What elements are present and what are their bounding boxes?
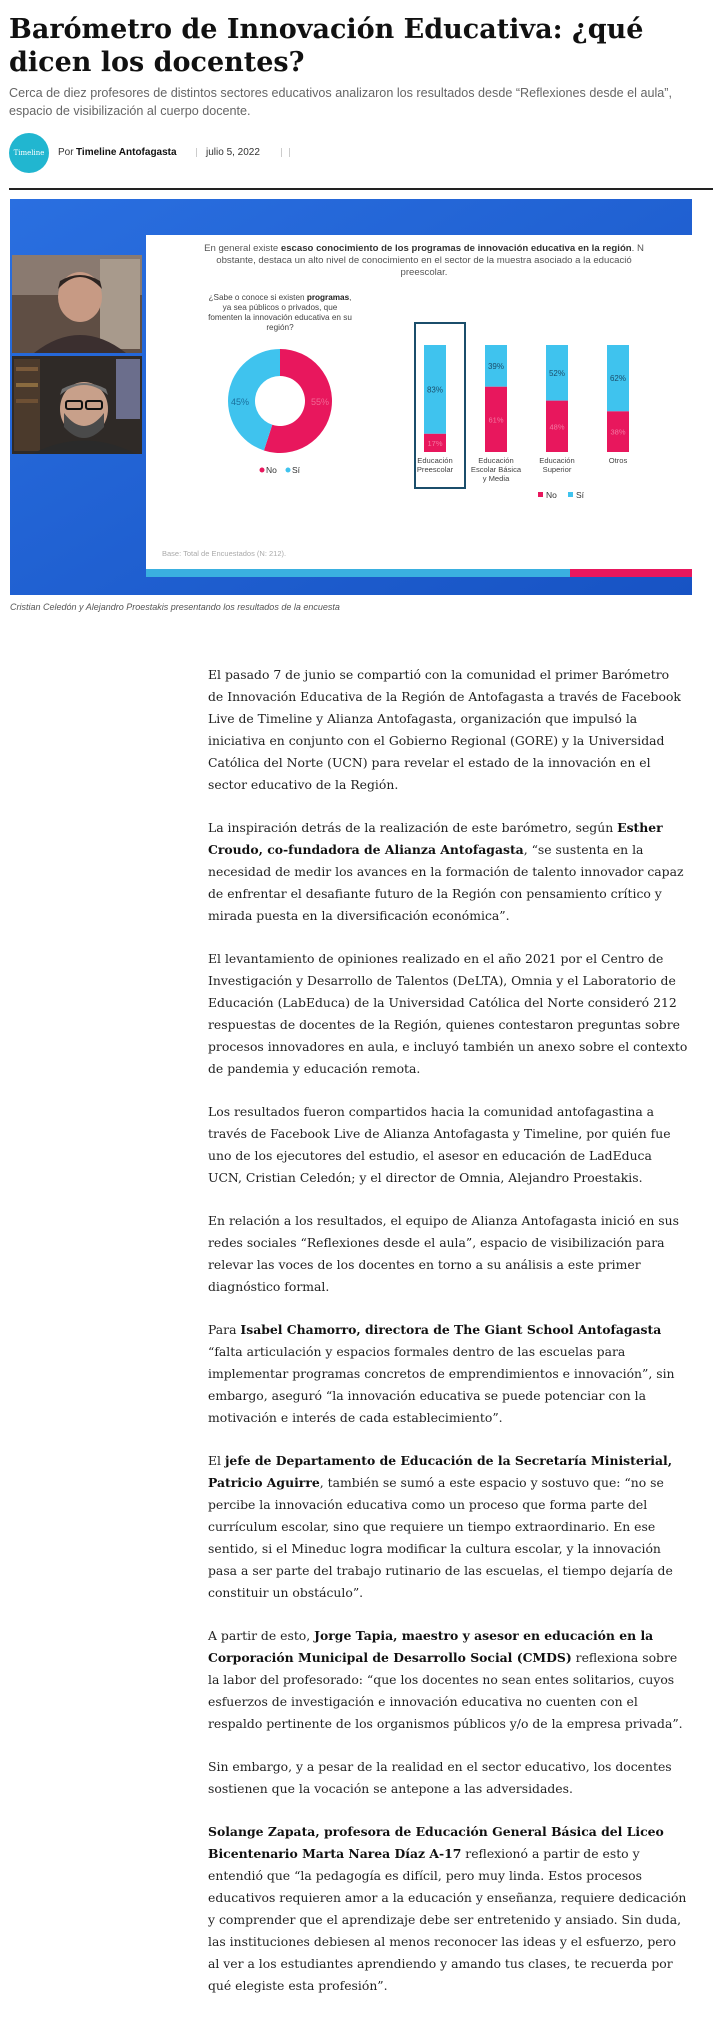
- webcam-presenter-bottom: [12, 356, 142, 454]
- slide-header-line1: En general existe escaso conocimiento de los programas de innovación educativa en la región. N: [204, 243, 644, 254]
- pie-question-line4: región?: [266, 323, 294, 332]
- text-run: reflexionó a partir de esto y entendió que “la pedagogía es difícil, pero muy linda. Estos procesos educativos requieren amor a la educación y enseñanza, requiere dedicación y comprender que el aprendizaje debe ser entretenido y ansiado. Sin duda, las instituciones debiesen al menos reconocer las ideas y el esfuerzo, pero al ver a los estudiantes aprendiendo y amando tus clases, te recuerda por qué elegiste esta profesión”.: [208, 1846, 687, 1993]
- article-paragraph: [208, 1319, 688, 1429]
- slide-base-note: Base: Total de Encuestados (N: 212).: [162, 549, 287, 558]
- meta-divider: [289, 148, 290, 157]
- slide-header-line3: preescolar.: [400, 267, 448, 278]
- article-paragraph: [208, 1101, 688, 1189]
- post-date: julio 5, 2022: [206, 147, 260, 158]
- meta-divider: [281, 148, 282, 157]
- video-screenshot: [10, 199, 692, 595]
- article-title: Barómetro de Innovación Educativa: ¿qué dicen los docentes?: [9, 14, 644, 78]
- slide-footer-accent: [570, 569, 692, 577]
- text-run: Los resultados fueron compartidos hacia la comunidad antofagastina a través de Facebook Live de Alianza Antofagasta y Timeline, por quién fue uno de los ejecutores del estudio, el asesor en educación de LadEduca UCN, Cristian Celedón; y el director de Omnia, Alejandro Proestakis.: [208, 1104, 671, 1185]
- webcam-presenter-top: [12, 255, 142, 353]
- article-paragraph: [208, 664, 688, 796]
- bar-label-no: 38%: [610, 427, 626, 437]
- pie-legend-label: Sí: [292, 465, 301, 475]
- bar-legend-swatch: [538, 492, 543, 497]
- text-run: , “se sustenta en la necesidad de medir los avances en la formación de talento innovador capaz de enfrentar el desafiante futuro de la Región con pensamiento crítico y mirada puesta en la diversificación económica”.: [208, 842, 684, 923]
- pie-data-label: 55%: [310, 397, 330, 407]
- pie-legend-dot: [286, 468, 291, 473]
- bar-label-si: 52%: [548, 368, 566, 378]
- pie-question-line2: ya sea públicos o privados, que: [222, 303, 338, 312]
- bar-label-si: 62%: [609, 374, 627, 384]
- text-run: Para: [208, 1322, 241, 1337]
- article-paragraph: [208, 1450, 688, 1604]
- article-paragraph: [208, 1625, 688, 1735]
- pie-legend-dot: [260, 468, 265, 473]
- text-run: El levantamiento de opiniones realizado en el año 2021 por el Centro de Investigación y Desarrollo de Talentos (DeLTA), Omnia y el Laboratorio de Educación (LabEduca) de la Universidad Católica del Norte consideró 212 respuestas de docentes de la Región, quienes contestaron preguntas sobre procesos innovadores en aula, e incluyó también un anexo sobre el contexto de pandemia y educación remota.: [208, 951, 688, 1076]
- slide-header-line2: obstante, destaca un alto nivel de conocimiento en el sector de la muestra asociado a la educació: [216, 255, 632, 266]
- article-paragraph: [208, 817, 688, 927]
- bold-run: Jorge Tapia, maestro y asesor en educación en la Corporación Municipal de Desarrollo Social (CMDS): [208, 1628, 654, 1665]
- bold-run: Esther Croudo, co-fundadora de Alianza Antofagasta: [208, 820, 663, 857]
- bold-run: Solange Zapata, profesora de Educación General Básica del Liceo Bicentenario Marta Narea Díaz A-17: [208, 1824, 664, 1861]
- text-run: reflexiona sobre la labor del profesorado: “que los docentes no sean entes solitarios, cuyos esfuerzos de investigación e innovación educativa no cuenten con el respaldo pertinente de los organismos públicos y/o de la empresa privada”.: [208, 1650, 683, 1731]
- bar-label-no: 17%: [427, 438, 443, 448]
- bar-legend-label: Sí: [576, 490, 585, 500]
- bar-category-label: Educación Escolar Básica y Media: [470, 456, 522, 483]
- article-subtitle: Cerca de diez profesores de distintos sectores educativos analizaron los resultados desde “Reflexiones desde el aula”, espacio de visibilización al cuerpo docente.: [9, 86, 672, 118]
- bar-category-label: Otros: [608, 456, 628, 465]
- by-label: Por: [58, 147, 74, 158]
- image-caption: Cristian Celedón y Alejandro Proestakis presentando los resultados de la encuesta: [10, 602, 340, 612]
- article-paragraph: [208, 1210, 688, 1298]
- bar-label-si: 83%: [426, 385, 444, 395]
- bar-legend-swatch: [568, 492, 573, 497]
- pie-question-line1: ¿Sabe o conoce si existen programas,: [208, 293, 352, 302]
- bar-label-no: 48%: [549, 422, 565, 432]
- text-run: La inspiración detrás de la realización de este barómetro, según: [208, 820, 618, 835]
- bold-run: jefe de Departamento de Educación de la Secretaría Ministerial, Patricio Aguirre: [208, 1453, 673, 1490]
- author-avatar[interactable]: Timeline: [9, 133, 49, 173]
- bold-run: Isabel Chamorro, directora de The Giant School Antofagasta: [240, 1322, 662, 1337]
- text-run: El pasado 7 de junio se compartió con la comunidad el primer Barómetro de Innovación Educativa de la Región de Antofagasta a través de Facebook Live de Timeline y Alianza Antofagasta, organización que impulsó la iniciativa en conjunto con el Gobierno Regional (GORE) y la Universidad Católica del Norte (UCN) para revelar el estado de la innovación en el sector educativo de la Región.: [208, 667, 681, 792]
- text-run: Sin embargo, y a pesar de la realidad en el sector educativo, los docentes sostienen que la vocación se antepone a las adversidades.: [208, 1759, 672, 1796]
- text-run: , también se sumó a este espacio y sostuvo que: “no se percibe la innovación educativa como un proceso que forma parte del currículum escolar, sino que requiere un tiempo extraordinario. En ese sentido, si el Mineduc logra modificar la cultura escolar, y la innovación pasa a ser parte del trabajo rutinario de las escuelas, el tiempo dejaría de constituir un obstáculo”.: [208, 1475, 673, 1600]
- bar-label-no: 61%: [488, 415, 504, 425]
- text-run: “falta articulación y espacios formales dentro de las escuelas para implementar programas concretos de emprendimientos e innovación”, sin embargo, aseguró “la innovación educativa se puede potenciar con la motivación e interés de cada establecimiento”.: [208, 1344, 675, 1425]
- bar-category-label: Educación Preescolar: [416, 456, 454, 474]
- text-run: En relación a los resultados, el equipo de Alianza Antofagasta inició en sus redes sociales “Reflexiones desde el aula”, espacio de visibilización para relevar las voces de los docentes en torno a su análisis a este primer diagnóstico formal.: [208, 1213, 679, 1294]
- article-body: [208, 664, 688, 2018]
- pie-legend-label: No: [266, 465, 277, 475]
- pie-data-label: 45%: [230, 397, 250, 407]
- article-paragraph: [208, 1821, 688, 1997]
- title-rule: [9, 188, 713, 190]
- article-paragraph: [208, 948, 688, 1080]
- post-meta: [9, 133, 713, 173]
- bar-legend-label: No: [546, 490, 557, 500]
- meta-divider: [196, 148, 197, 157]
- article-paragraph: [208, 1756, 688, 1800]
- bar-label-si: 39%: [487, 361, 505, 371]
- pie-question-line3: fomenten la innovación educativa en su: [208, 313, 352, 322]
- bar-category-label: Educación Superior: [539, 456, 575, 474]
- text-run: A partir de esto,: [208, 1628, 315, 1643]
- featured-image: [10, 199, 692, 595]
- text-run: El: [208, 1453, 225, 1468]
- author-link[interactable]: Timeline Antofagasta: [76, 147, 177, 158]
